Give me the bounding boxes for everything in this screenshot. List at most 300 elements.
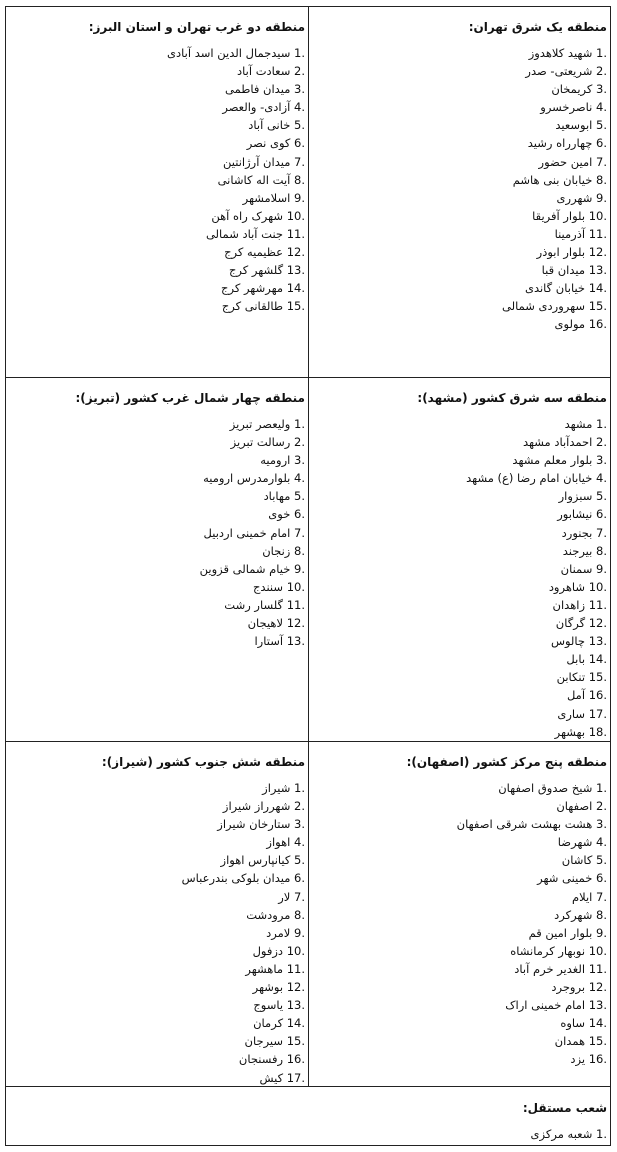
list-item [310,62,607,80]
list-item [310,996,607,1014]
item-number: 2. [596,64,607,79]
item-label: ساری [557,706,586,721]
item-number: 14. [286,281,305,296]
list-item [310,315,607,333]
list-item [6,833,305,851]
item-number: 4. [596,100,607,115]
item-label: طالقانی کرج [221,299,284,314]
list-item [310,960,607,978]
item-label: ابوسعید [555,118,593,133]
list-item [310,632,607,650]
list-item [6,996,305,1014]
item-number: 12. [588,616,607,631]
item-label: میدان آرژانتین [223,154,291,169]
item-label: همدان [554,1034,586,1049]
item-label: بروجرد [551,980,586,995]
item-number: 1. [596,417,607,431]
item-label: امین حضور [538,154,593,169]
item-number: 5. [596,853,607,868]
item-label: شهرکرد [554,907,593,922]
item-number: 9. [596,925,607,940]
item-number: 15. [286,299,305,314]
item-number: 14. [588,652,607,667]
item-number: 14. [588,1016,607,1031]
list-item [310,189,607,207]
list-item [310,297,607,315]
item-number: 16. [286,1052,305,1067]
list-item [310,560,607,578]
item-label: اصفهان [556,799,593,814]
item-label: سیرجان [244,1034,284,1049]
item-label: کیانپارس اهواز [220,853,291,868]
list-item [6,207,305,225]
list-item [6,578,305,596]
item-label: یزد [570,1052,586,1067]
row-divider-2 [5,741,611,742]
list-item [6,851,305,869]
list-item [310,723,607,741]
list-item [6,189,305,207]
region-5-list [310,779,607,1069]
region-2-list [6,44,305,315]
item-label: شیراز [262,781,291,795]
item-number: 8. [596,172,607,187]
item-label: تنکابن [556,670,586,685]
item-label: شهید کلاهدوز [528,46,593,60]
item-number: 15. [588,1034,607,1049]
region-1-list [310,44,607,334]
item-label: شاهرود [548,579,586,594]
item-label: آذرمینا [554,226,586,241]
item-number: 7. [596,889,607,904]
list-item [310,415,607,433]
item-label: لامرد [266,925,291,940]
item-number: 17. [286,1070,305,1085]
item-label: خیابان بنی هاشم [512,172,593,187]
item-number: 9. [596,561,607,576]
list-item [6,225,305,243]
item-label: لاهیجان [247,616,284,631]
region-3-list [310,415,607,741]
list-item [310,650,607,668]
list-item [310,134,607,152]
list-item [6,153,305,171]
item-number: 9. [294,561,305,576]
row-divider-1 [5,377,611,378]
item-number: 18. [588,724,607,739]
item-number: 8. [294,543,305,558]
list-item [6,1032,305,1050]
item-label: رسالت تبریز [230,435,291,450]
list-item [310,505,607,523]
list-item [310,80,607,98]
list-item [310,1050,607,1068]
item-number: 12. [588,245,607,260]
item-number: 7. [294,525,305,540]
item-label: سنندج [253,579,284,594]
item-number: 15. [588,299,607,314]
item-label: بهشهر [554,724,586,739]
list-item [310,942,607,960]
item-number: 1. [294,46,305,60]
list-item [6,62,305,80]
item-label: میدان فاطمی [225,82,291,97]
item-number: 3. [294,453,305,468]
item-number: 2. [294,799,305,814]
item-label: کوی نصر [246,136,291,151]
item-number: 3. [596,453,607,468]
list-item [6,542,305,560]
item-number: 7. [294,154,305,169]
item-number: 16. [588,1052,607,1067]
item-label: شهرراز شیراز [222,799,291,814]
item-label: بلوار ابوذر [536,245,586,260]
item-number: 7. [596,154,607,169]
item-number: 3. [596,817,607,832]
item-label: ماهشهر [245,961,284,976]
item-number: 5. [596,118,607,133]
list-item [310,978,607,996]
item-number: 6. [596,871,607,886]
item-number: 16. [588,688,607,703]
list-item [310,261,607,279]
item-label: سبزوار [558,489,593,504]
item-label: مولوی [554,317,586,332]
item-label: عظیمیه کرج [224,245,284,260]
list-item [6,614,305,632]
item-label: مرودشت [246,907,291,922]
item-number: 16. [588,317,607,332]
item-label: زاهدان [552,597,586,612]
list-item [6,279,305,297]
region-3-cell [310,389,607,741]
item-label: لار [278,889,291,904]
list-item [6,888,305,906]
item-label: آیت اله کاشانی [217,172,291,187]
item-label: زنجان [262,543,291,558]
item-number: 11. [286,597,305,612]
independent-branches-list [6,1125,607,1143]
item-label: اسلامشهر [242,190,291,205]
region-3-title: منطقه سه شرق کشور (مشهد): [417,391,607,405]
item-label: هشت بهشت شرقی اصفهان [456,817,593,832]
list-item [6,116,305,134]
item-number: 1. [596,781,607,795]
item-label: ولیعصر تبریز [229,417,291,431]
item-label: بیرجند [562,543,593,558]
item-number: 11. [286,226,305,241]
region-2-title: منطقه دو غرب تهران و استان البرز: [88,20,305,34]
item-label: دزفول [252,943,284,958]
list-item [310,225,607,243]
list-item [6,243,305,261]
item-number: 6. [294,507,305,522]
item-number: 12. [286,616,305,631]
list-item [310,433,607,451]
independent-branches-cell [6,1099,607,1143]
item-number: 10. [286,943,305,958]
item-label: چهارراه رشید [527,136,593,151]
list-item [310,596,607,614]
item-label: الغدیر خرم آباد [514,961,586,976]
item-number: 11. [286,961,305,976]
region-2-cell [6,18,305,315]
item-number: 1. [294,417,305,431]
item-label: آستارا [254,634,284,649]
list-item [6,596,305,614]
item-number: 14. [588,281,607,296]
list-item [310,797,607,815]
list-item [310,668,607,686]
list-item [6,297,305,315]
item-label: رفسنجان [238,1052,284,1067]
list-item [6,779,305,797]
item-number: 12. [286,980,305,995]
list-item [310,924,607,942]
item-label: بلوار آفریقا [532,208,586,223]
item-label: ستارخان شیراز [217,817,291,832]
list-item [310,469,607,487]
item-number: 13. [286,998,305,1013]
list-item [6,942,305,960]
item-number: 3. [294,82,305,97]
item-number: 5. [294,853,305,868]
item-number: 5. [294,489,305,504]
list-item [310,888,607,906]
list-item [6,797,305,815]
item-label: خیابان گاندی [524,281,586,296]
item-number: 6. [596,507,607,522]
item-label: خمینی شهر [537,871,593,886]
region-5-title: منطقه پنج مرکز کشور (اصفهان): [406,755,607,769]
item-number: 17. [588,706,607,721]
list-item [310,487,607,505]
list-item [6,560,305,578]
item-label: آزادی- والعصر [222,100,291,115]
item-label: بلوارمدرس ارومیه [203,471,291,486]
item-label: بوشهر [252,980,284,995]
item-label: اهواز [266,835,291,850]
item-label: خیابان امام رضا (ع) مشهد [466,471,593,486]
list-item [6,487,305,505]
list-item [310,833,607,851]
list-item [310,116,607,134]
item-label: جنت آباد شمالی [205,226,284,241]
list-item [6,44,305,62]
item-number: 13. [588,998,607,1013]
item-label: خانی آباد [248,118,291,133]
list-item [310,906,607,924]
item-label: شریعتی- صدر [525,64,593,79]
item-number: 1. [596,1127,607,1141]
item-label: شهرضا [557,835,593,850]
item-number: 10. [588,208,607,223]
list-item [6,632,305,650]
list-item [310,614,607,632]
item-number: 13. [286,263,305,278]
item-label: مشهد [564,417,593,431]
item-label: کاشان [561,853,593,868]
list-item [6,261,305,279]
item-number: 4. [596,835,607,850]
item-number: 3. [294,817,305,832]
item-number: 13. [286,634,305,649]
list-item [6,869,305,887]
item-label: چالوس [550,634,586,649]
list-item [6,433,305,451]
item-label: گلسار رشت [224,597,284,612]
list-item [310,1014,607,1032]
item-number: 4. [596,471,607,486]
list-item [310,578,607,596]
item-label: یاسوج [253,998,284,1013]
list-item [6,1014,305,1032]
item-number: 6. [294,136,305,151]
list-item [6,505,305,523]
list-item [6,80,305,98]
item-number: 1. [294,781,305,795]
item-label: سعادت آباد [237,64,291,79]
list-item [6,415,305,433]
item-number: 10. [286,208,305,223]
item-label: گرگان [555,616,586,631]
item-number: 13. [588,634,607,649]
list-item [6,98,305,116]
item-number: 4. [294,835,305,850]
item-number: 6. [294,871,305,886]
region-4-title: منطقه چهار شمال غرب کشور (تبریز): [75,391,305,405]
item-label: سمنان [560,561,593,576]
item-label: مهاباد [263,489,291,504]
item-number: 4. [294,100,305,115]
list-item [6,524,305,542]
list-item [6,906,305,924]
item-number: 2. [294,64,305,79]
item-label: نوبهار کرمانشاه [510,943,586,958]
region-1-title: منطقه یک شرق تهران: [468,20,607,34]
item-number: 11. [588,961,607,976]
item-number: 2. [596,435,607,450]
list-item [6,451,305,469]
list-item [6,134,305,152]
list-item [310,1032,607,1050]
region-6-list [6,779,305,1087]
item-number: 10. [286,579,305,594]
item-number: 11. [588,226,607,241]
list-item [6,815,305,833]
list-item [310,869,607,887]
region-5-cell [310,753,607,1069]
item-label: کیش [259,1070,284,1085]
item-label: ایلام [571,889,593,904]
list-item [6,978,305,996]
item-number: 10. [588,579,607,594]
item-number: 12. [286,245,305,260]
item-label: آمل [566,688,586,703]
item-label: میدان قبا [541,263,586,278]
item-number: 8. [596,543,607,558]
list-item [310,171,607,189]
item-label: خوی [268,507,291,522]
item-label: ناصرخسرو [540,100,593,115]
item-label: امام خمینی اراک [505,998,586,1013]
list-item [6,1125,607,1143]
list-item [6,171,305,189]
list-item [6,1050,305,1068]
item-number: 3. [596,82,607,97]
region-4-list [6,415,305,650]
item-label: مهرشهر کرج [221,281,284,296]
item-label: ساوه [560,1016,586,1031]
list-item [310,815,607,833]
item-label: امام خمینی اردبیل [203,525,291,540]
item-number: 2. [294,435,305,450]
list-item [6,469,305,487]
list-item [310,98,607,116]
item-label: شهرری [556,190,593,205]
item-number: 15. [286,1034,305,1049]
item-number: 2. [596,799,607,814]
item-label: خیام شمالی قزوین [199,561,291,576]
list-item [6,960,305,978]
item-number: 8. [596,907,607,922]
item-label: شعبه مرکزی [530,1127,593,1141]
list-item [310,451,607,469]
item-number: 11. [588,597,607,612]
region-4-cell [6,389,305,650]
list-item [310,243,607,261]
item-label: شهرک راه آهن [211,208,284,223]
item-number: 9. [294,190,305,205]
list-item [310,44,607,62]
list-item [310,279,607,297]
region-1-cell [310,18,607,334]
list-item [310,705,607,723]
list-item [6,924,305,942]
item-number: 10. [588,943,607,958]
item-number: 5. [596,489,607,504]
item-label: سهروردی شمالی [502,299,586,314]
item-number: 1. [596,46,607,60]
item-number: 7. [596,525,607,540]
item-number: 4. [294,471,305,486]
list-item [310,851,607,869]
list-item [310,524,607,542]
item-label: احمدآباد مشهد [522,435,593,450]
list-item [310,542,607,560]
item-label: گلشهر کرج [228,263,284,278]
item-number: 6. [596,136,607,151]
item-number: 8. [294,172,305,187]
item-number: 14. [286,1016,305,1031]
item-label: نیشابور [557,507,593,522]
item-number: 13. [588,263,607,278]
list-item [310,686,607,704]
column-divider [308,6,309,1086]
item-number: 9. [294,925,305,940]
list-item [310,153,607,171]
item-label: بلوار معلم مشهد [512,453,593,468]
item-label: بابل [566,652,586,667]
item-number: 12. [588,980,607,995]
region-6-title: منطقه شش جنوب کشور (شیراز): [101,755,305,769]
item-label: شیخ صدوق اصفهان [498,781,593,795]
item-label: ارومیه [260,453,291,468]
item-number: 8. [294,907,305,922]
item-label: کریمخان [551,82,593,97]
item-number: 9. [596,190,607,205]
item-label: میدان بلوکی بندرعباس [181,871,291,886]
